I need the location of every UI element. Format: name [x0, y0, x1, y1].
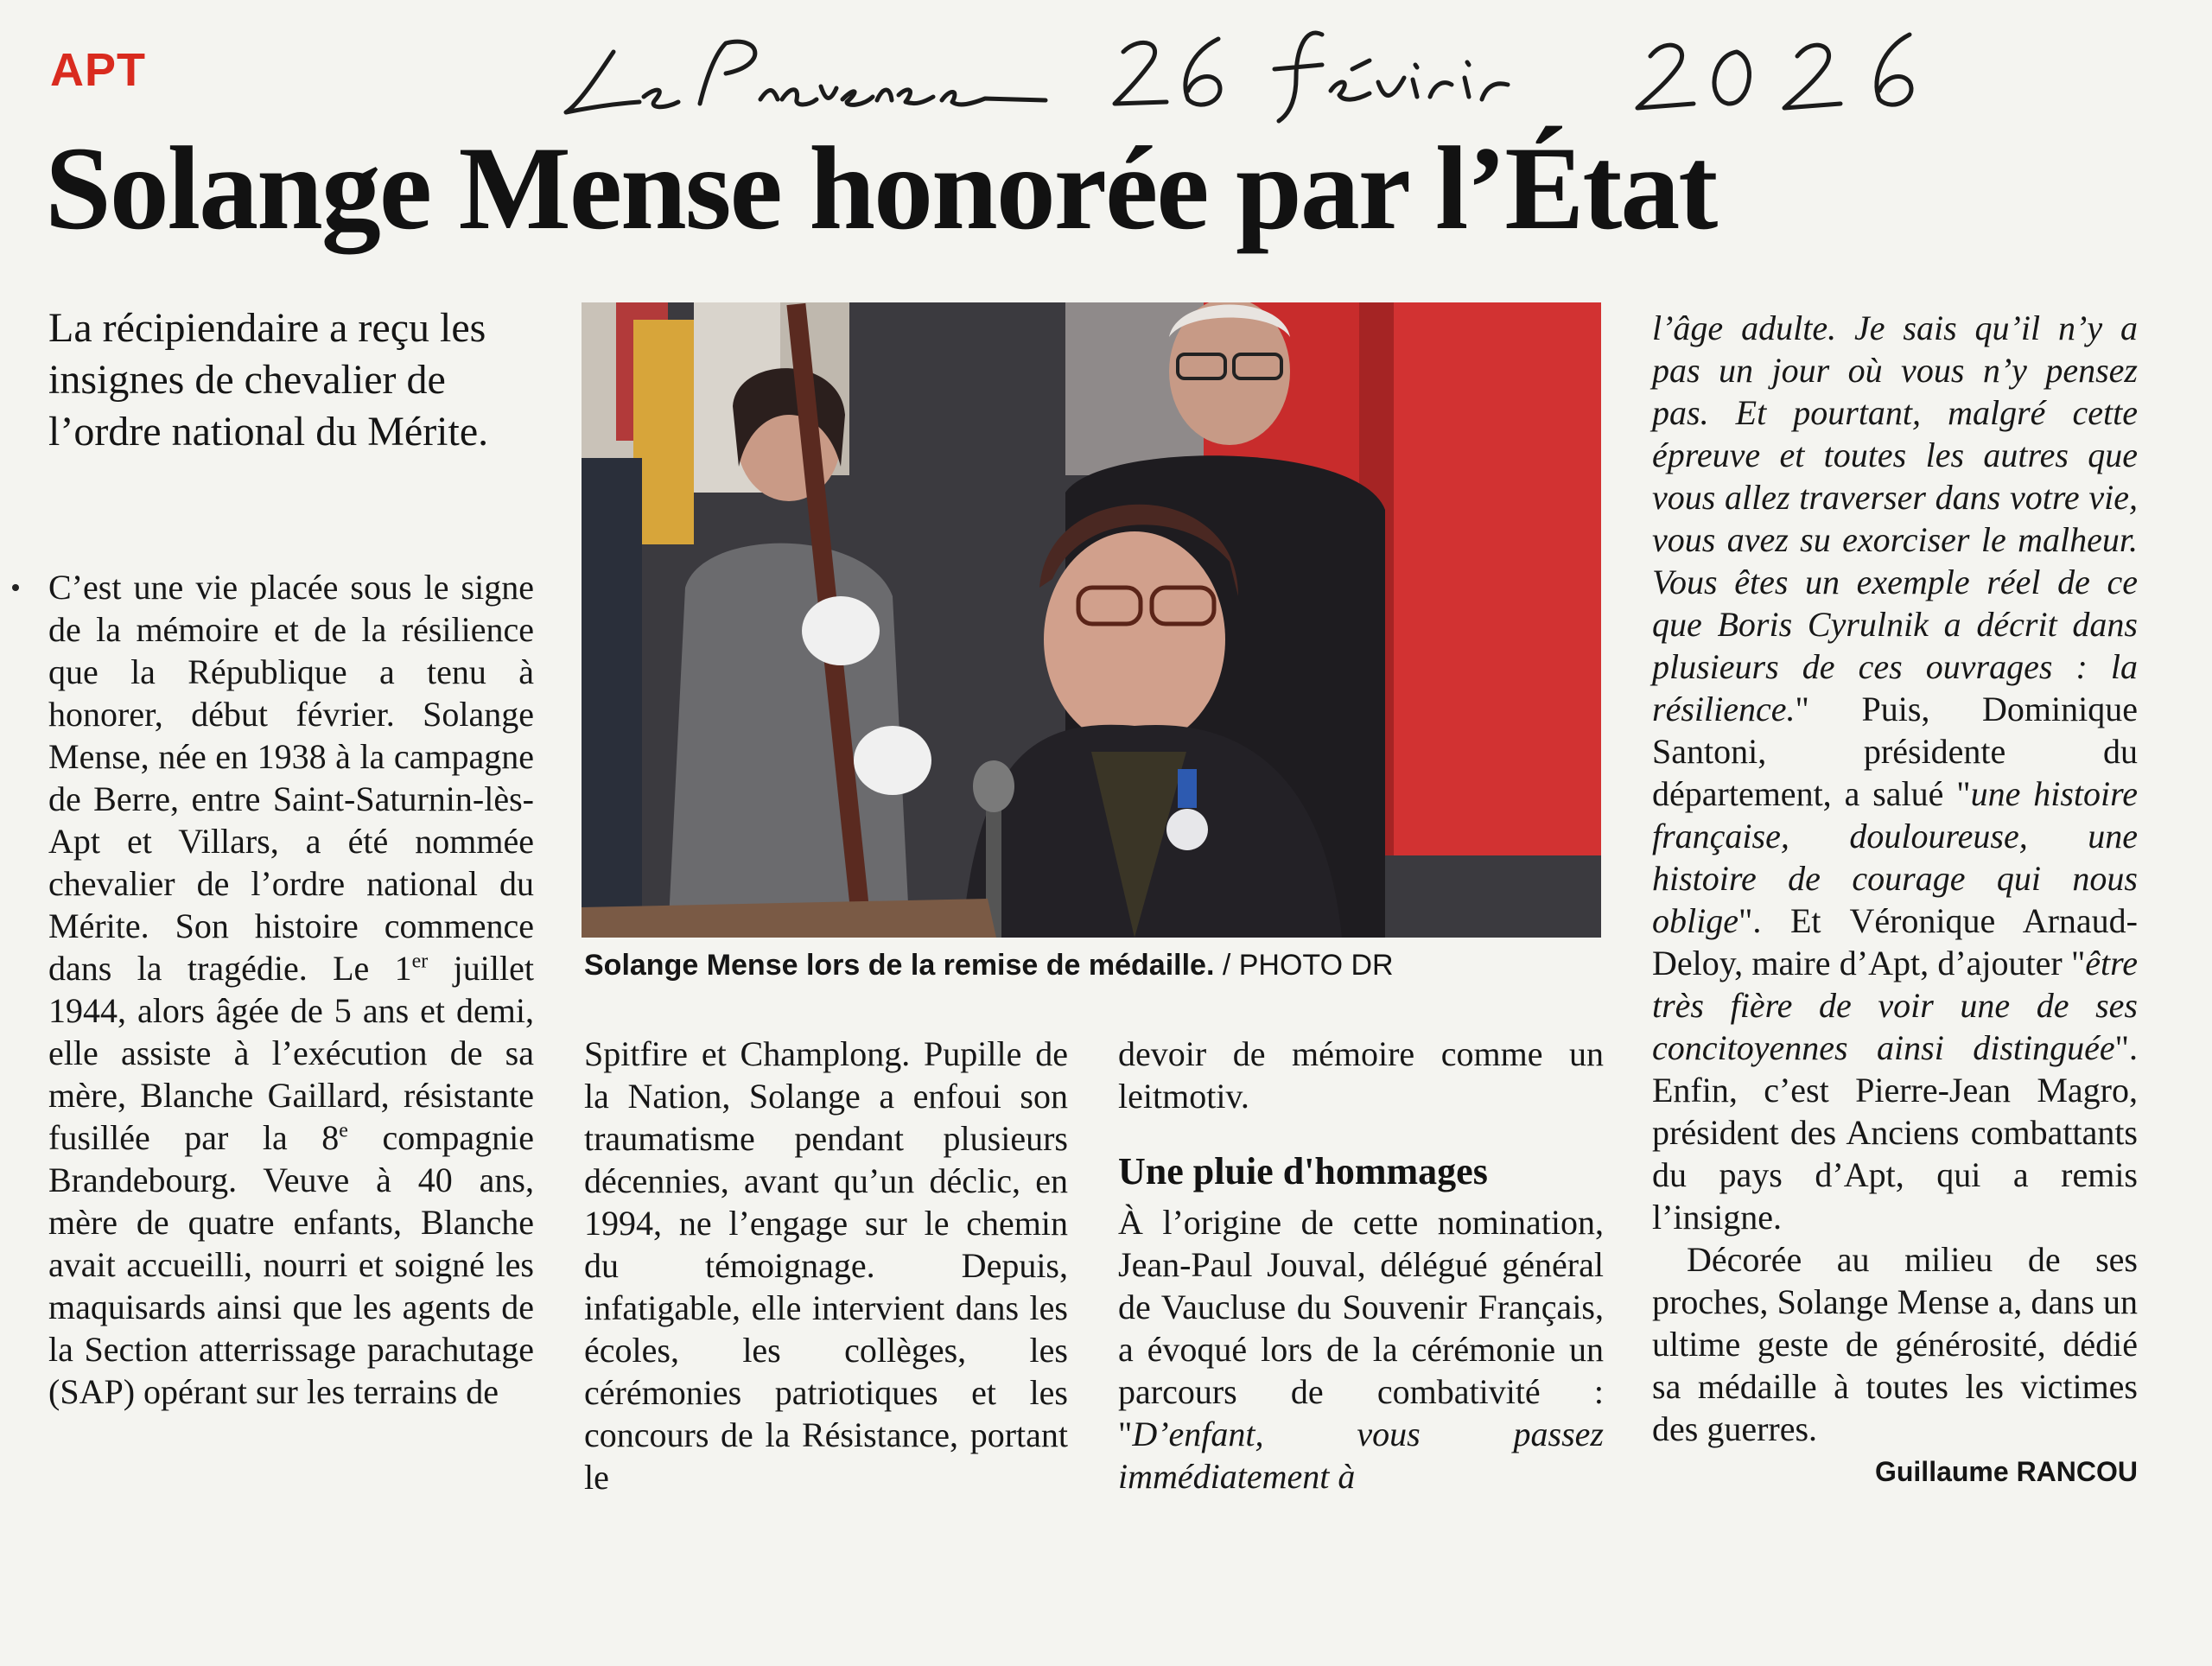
body-column-3	[1118, 1201, 1604, 1497]
caption-text: Solange Mense lors de la remise de médaille.	[584, 949, 1215, 982]
photo-credit: / PHOTO DR	[1214, 949, 1394, 982]
col4-text-c: ". Enfin, c’est Pierre-Jean Magro, président des Anciens combattants du pays d’Apt, qui a remis l’insigne.	[1652, 1028, 2138, 1237]
col3-quote: D’enfant, vous passez immédiatement à	[1118, 1415, 1604, 1496]
byline: Guillaume RANCOU	[1874, 1456, 2138, 1487]
ordinal-e: e	[339, 1119, 348, 1142]
col1-text-c: compagnie Brandebourg. Veuve à 40 ans, mère de quatre enfants, Blanche avait accueilli, nourri et soigné les maquisards ainsi que les agents de la Section atterrissage parachutage (SAP) opérant sur les terrains de	[48, 1118, 534, 1411]
col4-quote-1: l’âge adulte. Je sais qu’il n’y a pas un jour où vous n’y pensez pas. Et pourtant, malgré cette épreuve et toutes les autres que vous allez traverser dans votre vie, vous avez su exorciser le malheur. Vous êtes un exemple réel de ce que Boris Cyrulnik a décrit dans plusieurs de ces ouvrages : la résilience.	[1652, 308, 2138, 728]
col3-lead-text: devoir de mémoire comme un leitmotiv.	[1118, 1034, 1604, 1116]
body-column-2: Spitfire et Champlong. Pupille de la Nation, Solange a enfoui son traumatisme pendant plusieurs décennies, avant qu’un déclic, en 1994, ne l’engage sur le chemin du témoignage. Depuis, infatigable, elle intervient dans les écoles, les collèges, les cérémonies patriotiques et les concours de la Résistance, portant le	[584, 1034, 1068, 1497]
handwritten-annotation	[562, 17, 2091, 125]
headline: Solange Mense honorée par l’État	[45, 122, 1717, 254]
ordinal-er: er	[411, 950, 429, 973]
body-column-3-lead	[1118, 1033, 1604, 1117]
body-column-4	[1652, 307, 2138, 1450]
subheading: Une pluie d'hommages	[1118, 1150, 1488, 1192]
col1-text-a: C’est une vie placée sous le signe de la mémoire et de la résilience que la République a tenu à honorer, début février. Solange Mense, née en 1938 à la campagne de Berre, entre Saint-Saturnin-lès-Apt et Villars, a été nommée chevalier de l’ordre national du Mérite. Son histoire commence dans la tragédie. Le 1	[48, 568, 534, 988]
col4-quote-2: une histoire française, douloureuse, une histoire de courage qui nous oblige	[1652, 774, 2138, 940]
article-start-bullet	[12, 584, 19, 591]
col4-quote-3: être très fière de voir une de ses concitoyennes ainsi distinguée	[1652, 944, 2138, 1067]
col4-text-a: " Puis, Dominique Santoni, présidente du département, a salué "	[1652, 690, 2138, 813]
body-column-1	[48, 566, 534, 1413]
ceremony-photo	[582, 302, 1601, 938]
col3-text: À l’origine de cette nomination, Jean-Paul Jouval, délégué général de Vaucluse du Souvenir Français, a évoqué lors de la cérémonie un parcours de combativité : "	[1118, 1203, 1604, 1453]
section-rubric: APT	[50, 44, 146, 96]
col4-text-b: ". Et Véronique Arnaud-Deloy, maire d’Apt, d’ajouter "	[1652, 901, 2138, 982]
photo-caption	[584, 949, 1604, 982]
standfirst: La récipiendaire a reçu les insignes de chevalier de l’ordre national du Mérite.	[48, 305, 489, 455]
col4-text-d: Décorée au milieu de ses proches, Solange Mense a, dans un ultime geste de générosité, dédié sa médaille à toutes les victimes des guerres.	[1652, 1240, 2138, 1448]
col1-text-b: juillet 1944, alors âgée de 5 ans et demi, elle assiste à l’exécution de sa mère, Blanche Gaillard, résistante fusillée par la 8	[48, 949, 534, 1157]
